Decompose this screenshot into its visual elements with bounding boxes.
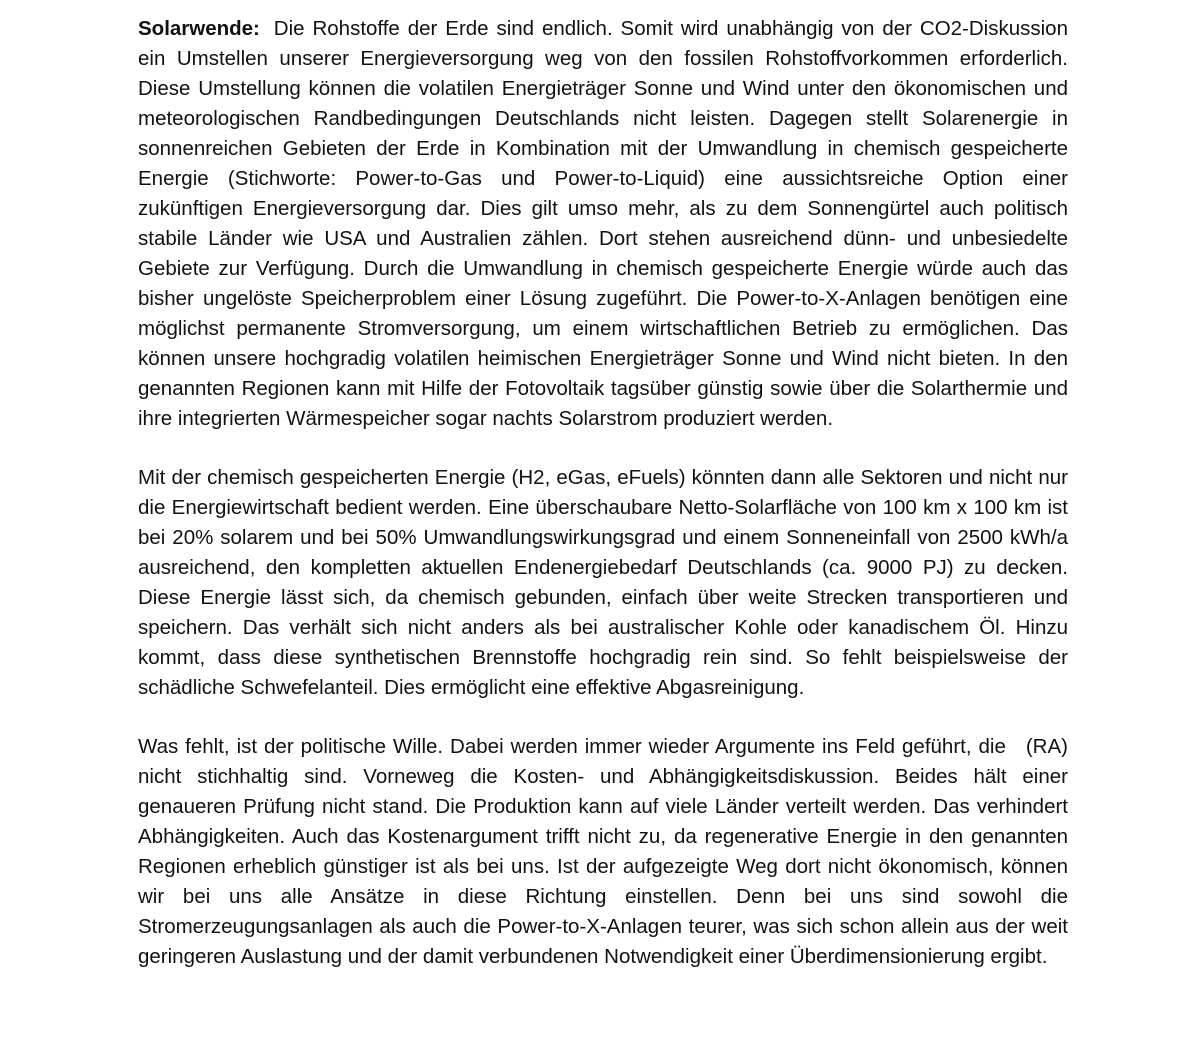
- paragraph-2-text: Mit der chemisch gespeicherten Energie (H2, eGas, eFuels) könnten dann alle Sektoren und nicht nur die Energiewirtschaft bedient werden. Eine überschaubare Netto-Solarfläche von 100 km x 100 km ist bei 20% solarem und bei 50% Umwandlungswirkungsgrad und einem Sonneneinfall von 2500 kWh/a ausreichend, den kompletten aktuellen Endenergiebedarf Deutschlands (ca. 9000 PJ) zu decken. Diese Energie lässt sich, da chemisch gebunden, einfach über weite Strecken transportieren und speichern. Das verhält sich nicht anders als bei australischer Kohle oder kanadischem Öl. Hinzu kommt, dass diese synthetischen Brennstoffe hochgradig rein sind. So fehlt beispielsweise der schädliche Schwefelanteil. Dies ermöglicht eine effektive Abgasreinigung.: [138, 466, 1068, 699]
- author-signature: (RA): [1025, 735, 1068, 758]
- paragraph-1-text: Die Rohstoffe der Erde sind endlich. Somit wird unabhängig von der CO2-Diskussion ein Umstellen unserer Energieversorgung weg von den fossilen Rohstoffvorkommen erforderlich. Diese Umstellung können die volatilen Energieträger Sonne und Wind unter den ökonomischen und meteorologischen Randbedingungen Deutschlands nicht leisten. Dagegen stellt Solarenergie in sonnenreichen Gebieten der Erde in Kombination mit der Umwandlung in chemisch gespeicherte Energie (Stichworte: Power-to-Gas und Power-to-Liquid) eine aussichtsreiche Option einer zukünftigen Energieversorgung dar. Dies gilt umso mehr, als zu dem Sonnengürtel auch politisch stabile Länder wie USA und Australien zählen. Dort stehen ausreichend dünn- und unbesiedelte Gebiete zur Verfügung. Durch die Umwandlung in chemisch gespeicherte Energie würde auch das bisher ungelöste Speicherproblem einer Lösung zugeführt. Die Power-to-X-Anlagen benötigen eine möglichst permanente Stromversorgung, um einem wirtschaftlichen Betrieb zu ermöglichen. Das können unsere hochgradig volatilen heimischen Energieträger Sonne und Wind nicht bieten. In den genannten Regionen kann mit Hilfe der Fotovoltaik tagsüber günstig sowie über die Solarthermie und ihre integrierten Wärmespeicher sogar nachts Solarstrom produziert werden.: [138, 17, 1068, 430]
- paragraph-1: [138, 14, 1068, 434]
- paragraph-2: [138, 463, 1068, 703]
- article-heading: Solarwende:: [138, 17, 260, 40]
- paragraph-3-text: Was fehlt, ist der politische Wille. Dabei werden immer wieder Argumente ins Feld geführt, die nicht stichhaltig sind. Vorneweg die Kosten- und Abhängigkeitsdiskussion. Beides hält einer genaueren Prüfung nicht stand. Die Produktion kann auf viele Länder verteilt werden. Das verhindert Abhängigkeiten. Auch das Kostenargument trifft nicht zu, da regenerative Energie in den genannten Regionen erheblich günstiger ist als bei uns. Ist der aufgezeigte Weg dort nicht ökonomisch, können wir bei uns alle Ansätze in diese Richtung einstellen. Denn bei uns sind sowohl die Stromerzeugungsanlagen als auch die Power-to-X-Anlagen teurer, was sich schon allein aus der weit geringeren Auslastung und der damit verbundenen Notwendigkeit einer Überdimensionierung ergibt.: [138, 735, 1068, 968]
- document-page: [138, 14, 1068, 972]
- paragraph-3: [138, 732, 1068, 972]
